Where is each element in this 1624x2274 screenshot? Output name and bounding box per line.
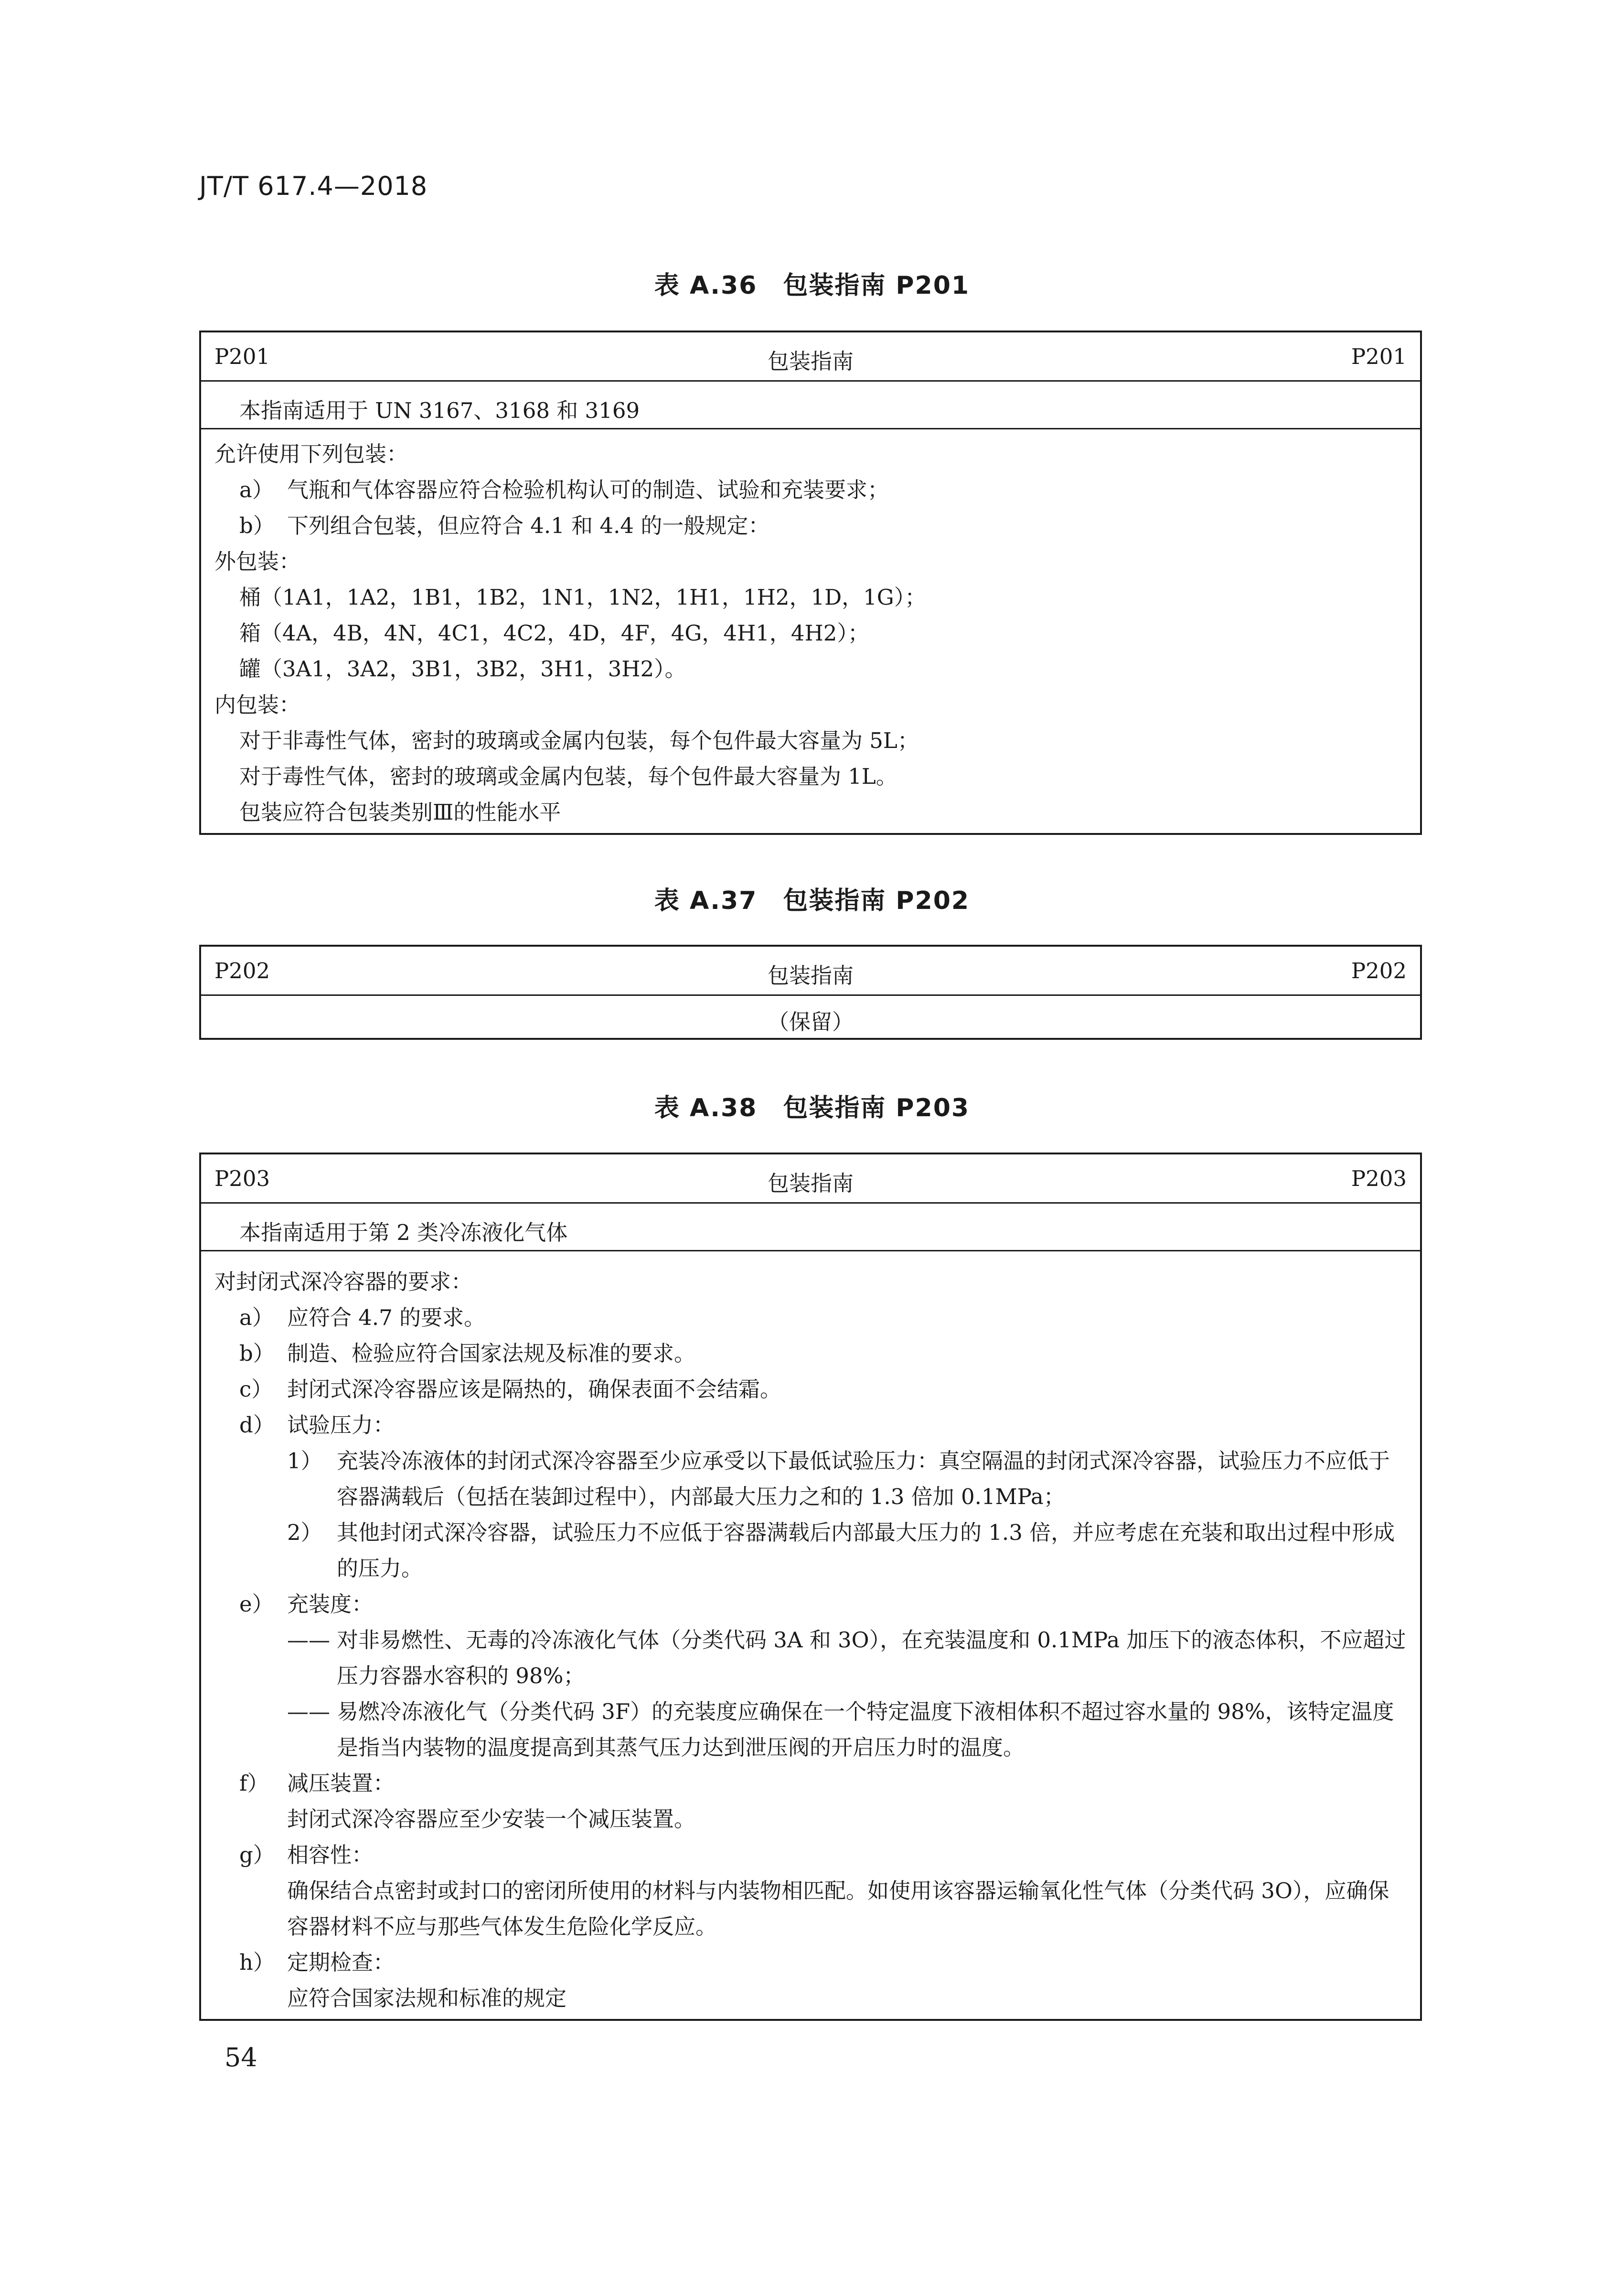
table-a36-line: 对于非毒性气体，密封的玻璃或金属内包装，每个包件最大容量为 5L；: [239, 728, 919, 753]
standard-number: JT/T 617.4—2018: [199, 171, 428, 201]
table-a38-item-b: b） 制造、检验应符合国家法规及标准的要求。: [239, 1341, 696, 1366]
table-a36-scope: 本指南适用于 UN 3167、3168 和 3169: [201, 382, 1420, 429]
table-a36-line: 桶（1A1，1A2，1B1，1B2，1N1，1N2，1H1，1H2，1D，1G）；: [239, 585, 927, 610]
table-a38-item-d1: 1） 充装冷冻液体的封闭式深冷容器至少应承受以下最低试验压力：真空隔温的封闭式深冷容器，试验压力不应低于容器满载后（包括在装卸过程中），内部最大压力之和的 1.3 倍加 0.1MPa；: [287, 1448, 1390, 1509]
table-a38-item-d2: 2） 其他封闭式深冷容器，试验压力不应低于容器满载后内部最大压力的 1.3 倍，并应考虑在充装和取出过程中形成的压力。: [287, 1520, 1395, 1581]
table-a36-code-left: P201: [214, 344, 270, 369]
table-a36-caption: 表 A.36 包装指南 P201: [654, 271, 970, 300]
table-a38-item-f-body: 封闭式深冷容器应至少安装一个减压装置。: [287, 1806, 696, 1832]
table-a37-title: 包装指南: [767, 963, 854, 988]
table-a38-item-g: g） 相容性：: [239, 1842, 374, 1868]
table-a38-body: [201, 1251, 1420, 2019]
table-a36-line: 对于毒性气体，密封的玻璃或金属内包装，每个包件最大容量为 1L。: [239, 764, 897, 789]
table-a36-item-a: a） 气瓶和气体容器应符合检验机构认可的制造、试验和充装要求；: [239, 477, 889, 502]
table-a36-item-b: b） 下列组合包装，但应符合 4.1 和 4.4 的一般规定：: [239, 513, 770, 538]
table-a36: [199, 331, 1422, 835]
table-a38-item-e2: —— 易燃冷冻液化气（分类代码 3F）的充装度应确保在一个特定温度下液相体积不超过容水量的 98%，该特定温度是指当内装物的温度提高到其蒸气压力达到泄压阀的开启压力时的温度。: [287, 1699, 1394, 1760]
table-a37-header-row: [201, 947, 1420, 996]
table-a38-item-a: a） 应符合 4.7 的要求。: [239, 1305, 486, 1330]
table-a37-code-left: P202: [214, 958, 270, 983]
table-a36-line: 允许使用下列包装：: [214, 441, 408, 467]
table-a38-header-row: [201, 1154, 1420, 1204]
table-a38-item-g-body: 确保结合点密封或封口的密闭所使用的材料与内装物相匹配。如使用该容器运输氧化性气体（分类代码 3O），应确保容器材料不应与那些气体发生危险化学反应。: [287, 1878, 1389, 1939]
table-a36-header-row: [201, 332, 1420, 382]
table-a36-line: 箱（4A，4B，4N，4C1，4C2，4D，4F，4G，4H1，4H2）；: [239, 620, 869, 646]
table-a36-line: 外包装：: [214, 549, 301, 574]
table-a37-code-right: P202: [1351, 958, 1407, 983]
table-a37-caption: 表 A.37 包装指南 P202: [654, 886, 970, 915]
table-a36-line: 内包装：: [214, 692, 301, 717]
table-a38: [199, 1153, 1422, 2021]
table-a36-body: [201, 429, 1420, 833]
table-a38-item-c: c） 封闭式深冷容器应该是隔热的，确保表面不会结霜。: [239, 1377, 782, 1402]
table-a38-item-e1: —— 对非易燃性、无毒的冷冻液化气体（分类代码 3A 和 3O），在充装温度和 0.1MPa 加压下的液态体积，不应超过压力容器水容积的 98%；: [287, 1627, 1406, 1688]
table-a38-item-h-body: 应符合国家法规和标准的规定: [287, 1986, 567, 2011]
table-a36-line: 包装应符合包装类别Ⅲ的性能水平: [239, 800, 561, 825]
page-number: 54: [224, 2042, 257, 2072]
table-a38-item-h: h） 定期检查：: [239, 1950, 395, 1975]
table-a36-title: 包装指南: [767, 349, 854, 374]
table-a38-code-left: P203: [214, 1166, 270, 1191]
table-a36-line: 罐（3A1，3A2，3B1，3B2，3H1，3H2）。: [239, 656, 686, 682]
table-a38-item-d: d） 试验压力：: [239, 1412, 395, 1438]
table-a38-title: 包装指南: [767, 1171, 854, 1196]
table-a38-item-f: f） 减压装置：: [239, 1771, 395, 1796]
table-a37: [199, 945, 1422, 1040]
table-a38-scope: 本指南适用于第 2 类冷冻液化气体: [201, 1204, 1420, 1251]
table-a38-item-e: e） 充装度：: [239, 1591, 374, 1617]
table-a37-content: （保留）: [767, 1009, 854, 1035]
table-a38-caption: 表 A.38 包装指南 P203: [654, 1094, 970, 1122]
table-a38-code-right: P203: [1351, 1166, 1407, 1191]
table-a38-intro: 对封闭式深冷容器的要求：: [214, 1269, 473, 1294]
table-a36-code-right: P201: [1351, 344, 1407, 369]
